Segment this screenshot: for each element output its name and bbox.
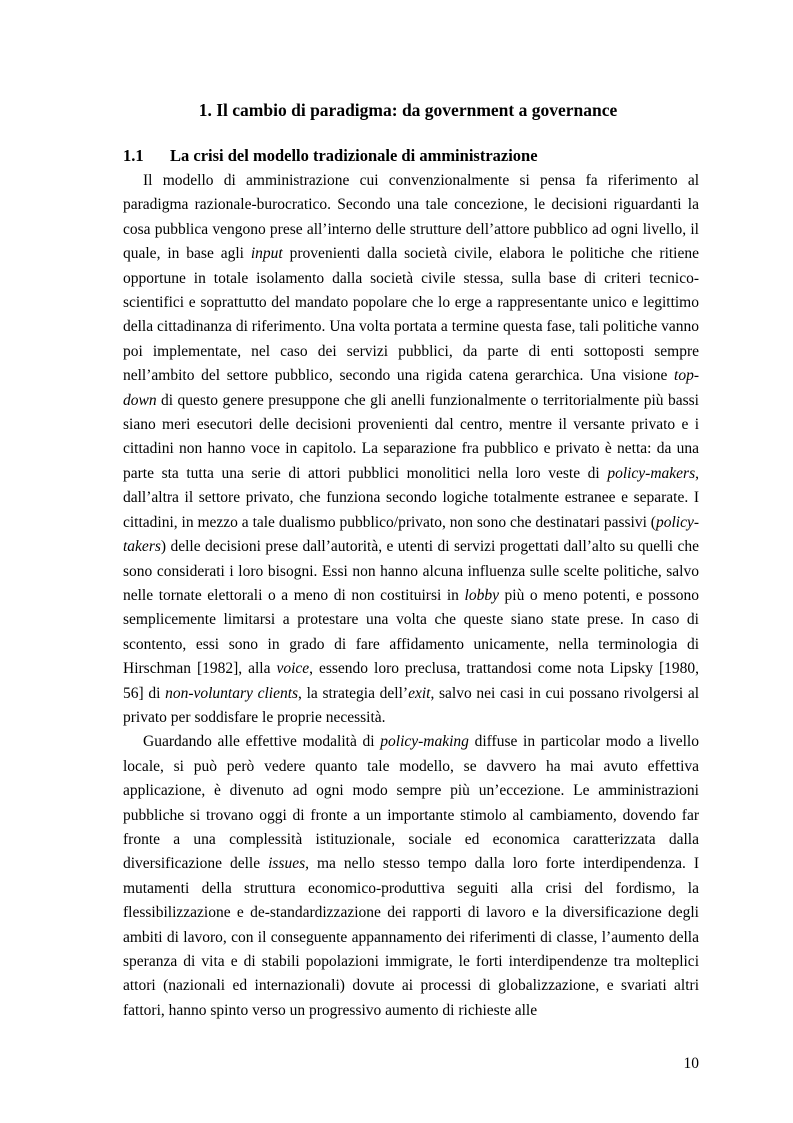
italic-term: input [250,245,283,263]
paragraph [123,730,699,1023]
body-text [123,169,699,1023]
italic-term: voice [276,660,310,678]
italic-term: policy-makers [607,464,696,482]
italic-term: policy-making [380,733,469,751]
text-run: ) delle decisioni prese dall’autorità, e utenti di servizi progettati dall’alto su quelli che sono considerati i loro bisogni. Essi non hanno alcuna influenza sulle scelte politiche, salvo nelle tornate elettorali o a meno di non costituirsi in [123,538,699,604]
text-run: Il modello di amministrazione cui convenzionalmente si pensa fa riferimento al paradigma razionale-burocratico. Secondo una tale concezione, le decisioni riguardanti la cosa pubblica vengono prese all’interno delle strutture dell’attore pubblico ad ogni livello, il quale, in base agli [123,172,699,263]
section-title: La crisi del modello tradizionale di amministrazione [170,146,538,165]
text-run: Guardando alle effettive modalità di [143,733,381,751]
text-run: , la strategia dell’ [298,684,409,702]
page-number: 10 [683,1055,699,1072]
text-run: , salvo nei casi in cui possano rivolgersi al privato per soddisfare le proprie necessità. [123,684,700,726]
text-run: , essendo loro preclusa, trattandosi come nota Lipsky [1980, 56] di [123,660,699,702]
italic-term: policy-takers [123,513,699,556]
text-run: , ma nello stesso tempo dalla loro forte interdipendenza. I mutamenti della struttura economico-produttiva seguiti alla crisi del fordismo, la flessibilizzazione e de-standardizzazione dei rapporti di lavoro e la diversificazione degli ambiti di lavoro, con il conseguente appannamento dei riferimenti di classe, l’aumento della speranza di vita e di stabili popolazioni immigrate, le forti interdipendenze tra molteplici attori (nazionali ed internazionali) dovute ai processi di globalizzazione, e svariati altri fattori, hanno spinto verso un progressivo aumento di richieste alle [123,855,699,1019]
section-number: 1.1 [123,146,144,165]
text-run: di questo genere presuppone che gli anelli funzionalmente o territorialmente più bassi siano meri esecutori delle decisioni provenienti dal centro, mentre il versante privato e i cittadini non hanno voce in capitolo. La separazione fra pubblico e privato è netta: da una parte sta tutta una serie di attori pubblici monolitici nella loro veste di [123,391,699,482]
italic-term: exit [408,684,431,702]
text-run: diffuse in particolar modo a livello locale, si può però vedere quanto tale modello, se davvero ha mai avuto effettiva applicazione, è divenuto ad ogni modo sempre più un’eccezione. Le amministrazioni pubbliche si trovano oggi di fronte a un importante stimolo al cambiamento, dovendo far fronte a una complessità istituzionale, sociale ed economica caratterizzata dalla diversificazione delle [123,733,699,873]
italic-term: non-voluntary clients [165,684,299,702]
italic-term: issues [268,855,306,873]
text-run: provenienti dalla società civile, elabora le politiche che ritiene opportune in totale isolamento dalla società civile stessa, sulla base di criteri tecnico-scientifici e soprattutto del mandato popolare che lo erge a rappresentante unico e legittimo della cittadinanza di riferimento. Una volta portata a termine questa fase, tali politiche vanno poi implementate, nel caso dei servizi pubblici, da parte di enti sottoposti sempre nell’ambito del settore pubblico, secondo una rigida catena gerarchica. Una visione [123,245,699,385]
text-run: più o meno potenti, e possono semplicemente limitarsi a protestare una volta che queste siano state prese. In caso di scontento, essi sono in grado di fare affidamento unicamente, nella terminologia di Hirschman [1982], alla [123,586,699,678]
paragraph [123,169,699,730]
italic-term: lobby [464,586,499,604]
italic-term: top-down [123,367,699,409]
section-heading [123,145,699,167]
text-run: , dall’altra il settore privato, che funziona secondo logiche totalmente estranee e separate. I cittadini, in mezzo a tale dualismo pubblico/privato, non sono che destinatari passivi ( [123,464,699,531]
chapter-title: 1. Il cambio di paradigma: da government a governance [198,100,618,120]
